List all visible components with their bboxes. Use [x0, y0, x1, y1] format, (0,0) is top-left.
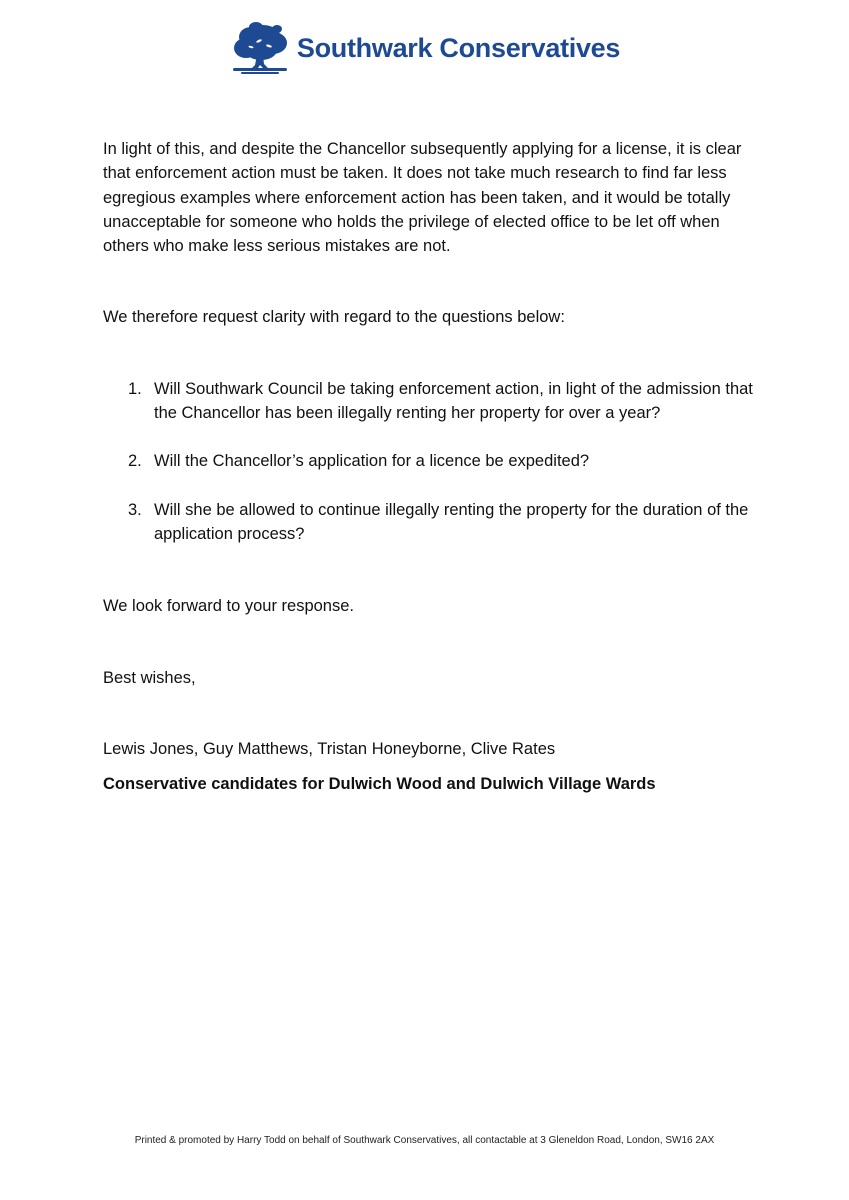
list-item	[103, 498, 753, 547]
paragraph-request: We therefore request clarity with regard to the questions below:	[103, 308, 565, 327]
list-item	[103, 449, 753, 473]
signatory-role: Conservative candidates for Dulwich Wood and Dulwich Village Wards	[103, 775, 656, 794]
logo	[229, 21, 620, 75]
imprint-footer: Printed & promoted by Harry Todd on behalf of Southwark Conservatives, all contactable at 3 Gleneldon Road, London, SW16 2AX	[134, 1135, 715, 1146]
list-item-number: 1.	[128, 379, 142, 398]
paragraph-closing: We look forward to your response.	[103, 597, 354, 616]
sign-off: Best wishes,	[103, 668, 196, 687]
signatories: Lewis Jones, Guy Matthews, Tristan Honeyborne, Clive Rates	[103, 739, 556, 758]
letterhead	[0, 20, 849, 76]
list-item-number: 3.	[128, 500, 142, 519]
list-item	[103, 377, 753, 426]
paragraph-enforcement: In light of this, and despite the Chancellor subsequently applying for a license, it is clear that enforcement action must be taken. It does not take much research to find far less egregious examples where enforcement action has been taken, and it would be totally unacceptable for someone who holds the privilege of elected office to be let off when others who make less serious mistakes are not.	[103, 140, 742, 256]
list-item-text: Will the Chancellor’s application for a licence be expedited?	[154, 452, 590, 471]
list-item-text: Will she be allowed to continue illegally renting the property for the duration of the application process?	[154, 500, 749, 543]
list-item-number: 2.	[128, 452, 142, 471]
oak-tree-icon	[229, 21, 291, 75]
list-item-text: Will Southwark Council be taking enforcement action, in light of the admission that the Chancellor has been illegally renting her property for over a year?	[154, 379, 753, 423]
logo-wordmark: Southwark Conservatives	[296, 32, 621, 63]
letter-body	[103, 137, 753, 796]
question-list	[103, 377, 753, 546]
